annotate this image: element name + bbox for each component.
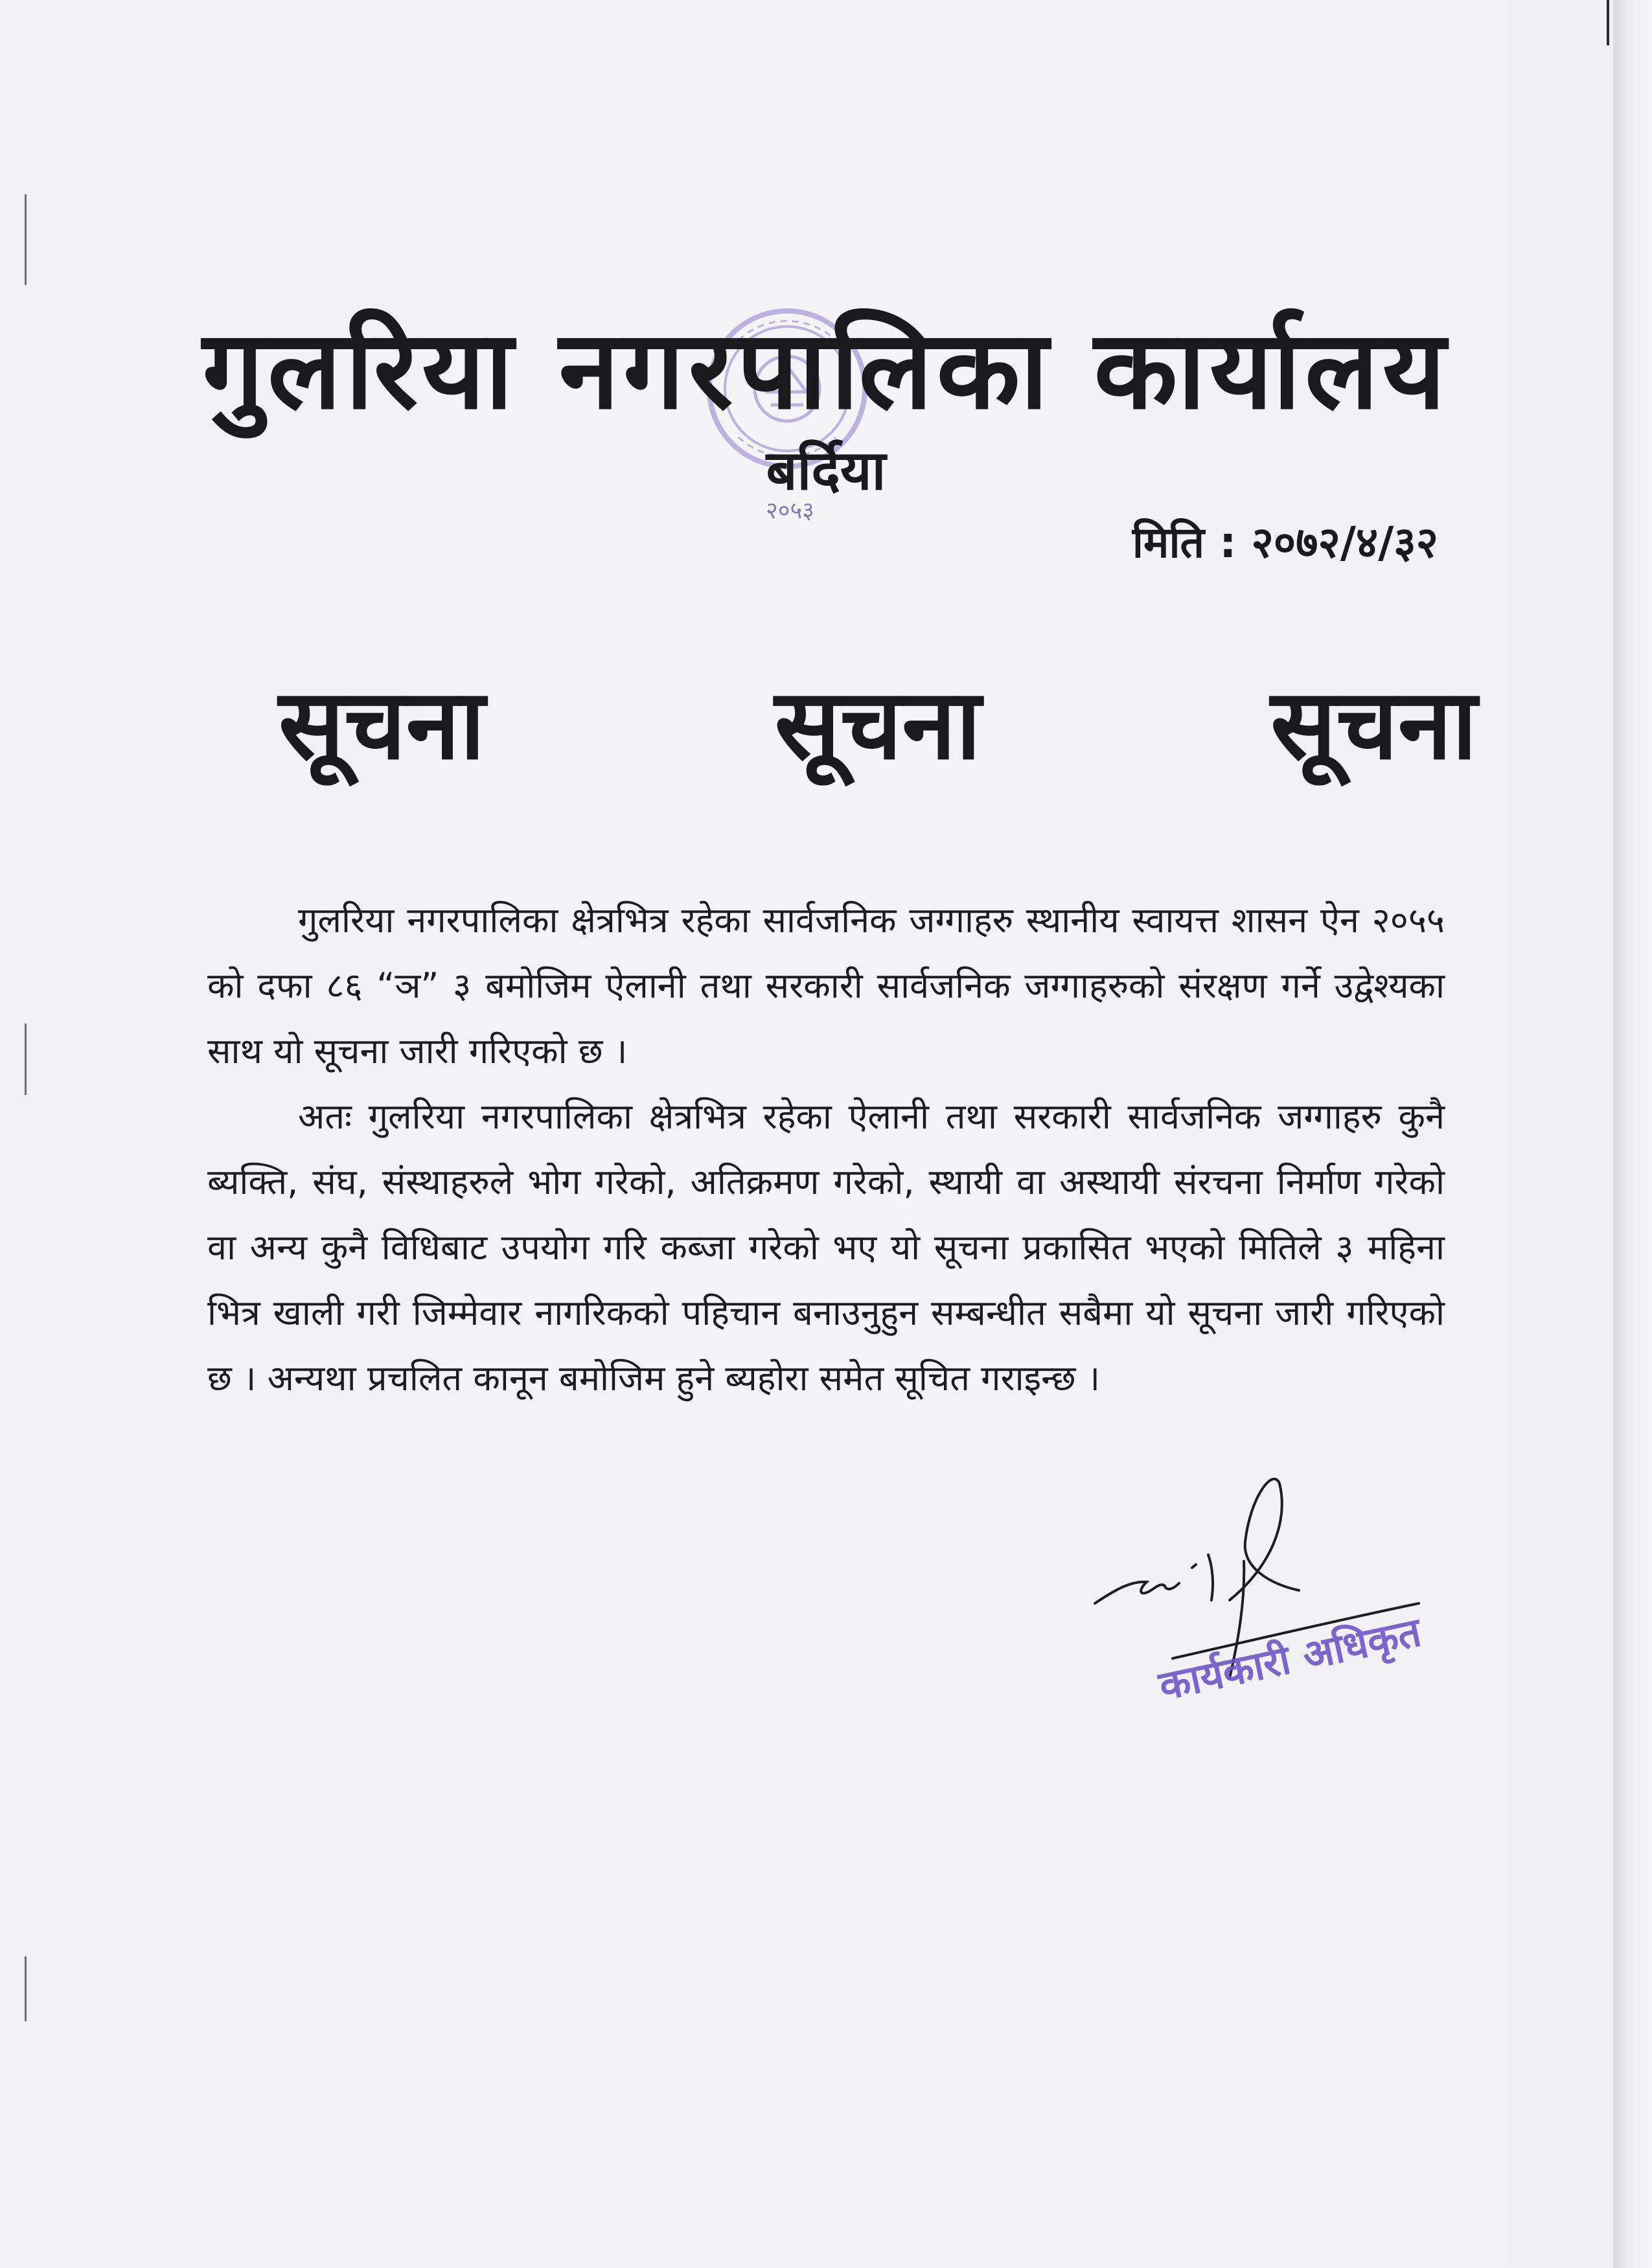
date-value: २०७२/४/३२ [1251,518,1438,567]
scan-margin-mark [25,1024,27,1095]
body-paragraph-2: अतः गुलरिया नगरपालिका क्षेत्रभित्र रहेका ऐलानी तथा सरकारी सार्वजनिक जग्गाहरु कुनै ब्यक्ति, संघ, संस्थाहरुले भोग गरेको, अतिक्रमण गरेको, स्थायी वा अस्थायी संरचना निर्माण गरेको वा अन्य कुनै विधिबाट उपयोग गरि कब्जा गरेको भए यो सूचना प्रकासित भएको मितिले ३ महिना भित्र खाली गरी जिम्मेवार नागरिकको पहिचान बनाउनुहुन सम्बन्धीत सबैमा यो सूचना जारी गरिएको छ । अन्यथा प्रचलित कानून बमोजिम हुने ब्यहोरा समेत सूचित गराइन्छ । [207,1096,1445,1399]
scan-edge-line [1607,0,1609,45]
district-name: बर्दिया [766,439,886,502]
scan-margin-mark [25,1956,27,2021]
date-label: मिति : [1132,518,1237,567]
notice-word: सूचना [774,669,981,781]
body-paragraph-1: गुलरिया नगरपालिका क्षेत्रभित्र रहेका सार्वजनिक जग्गाहरु स्थानीय स्वायत्त शासन ऐन २०५५ को दफा ८६ “ञ” ३ बमोजिम ऐलानी तथा सरकारी सार्वजनिक जग्गाहरुको संरक्षण गर्ने उद्वेश्यका साथ यो सूचना जारी गरिएको छ । [207,900,1445,1071]
office-title: गुलरिया नगरपालिका कार्यालय [202,306,1450,433]
signatory-stamp: कार्यकारी अधिकृत [1154,1608,1425,1710]
notice-word: सूचना [1270,669,1477,781]
notice-heading [279,654,1477,786]
notice-body [207,888,1445,1411]
date-line [1132,512,1438,570]
notice-word: सूचना [279,669,485,781]
seal-code: २०५३ [766,498,814,524]
scan-margin-mark [25,194,27,285]
